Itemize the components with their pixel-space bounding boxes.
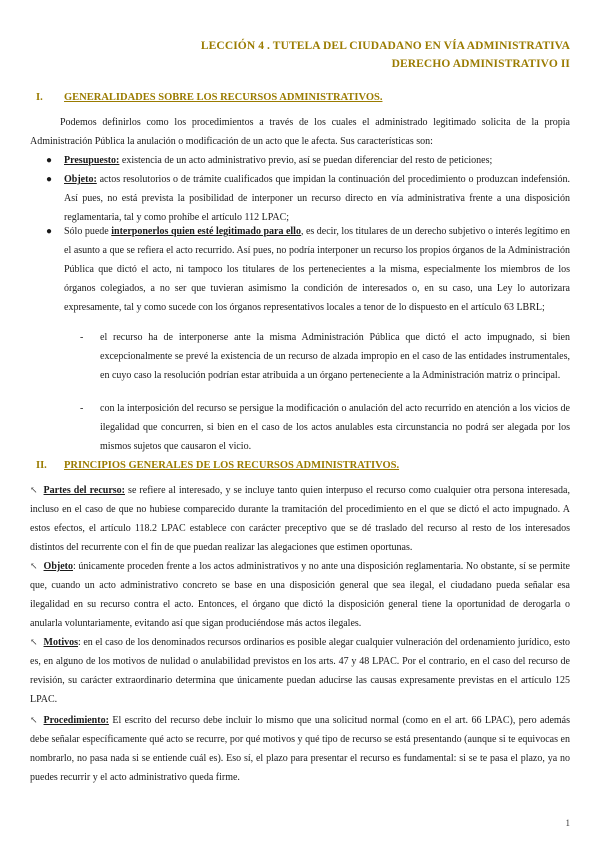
page-number: 1 <box>565 818 570 828</box>
principle-text: El escrito del recurso debe incluir lo mismo que una solicitud normal (como en el art. 66 LPAC), pero además debe señalar específicamente qué acto se recurre, por qué motivos y qué tipo de recurso se está presentando (aunque si te equivocas en nombrarlo, no pasa nada si se entiende cuál es). Eso sí, el plazo para presentar el recurso es fundamental: si se te pasa el plazo, ya no puedes recurrir y el acto administrativo queda firme. <box>30 715 570 783</box>
dash-icon: - <box>80 403 84 414</box>
section-title: GENERALIDADES SOBRE LOS RECURSOS ADMINISTRATIVOS. <box>64 92 383 103</box>
bullet-icon: ● <box>46 174 53 185</box>
principle-paragraph <box>30 557 570 633</box>
item-label: interponerlos quien esté legitimado para ello <box>111 226 301 237</box>
principle-label: Objeto <box>43 561 73 572</box>
principle-label: Partes del recurso: <box>43 485 125 496</box>
principle-paragraph <box>30 633 570 709</box>
item-prefix: Sólo puede <box>64 226 112 237</box>
arrow-icon: ↖ <box>30 485 38 495</box>
principle-text: : en el caso de los denominados recursos ordinarios es posible alegar cualquier vulneración del ordenamiento jurídico, esto es, en alguno de los motivos de nulidad o anulabilidad previstos en los arts. 47 y 48 LPAC. Por el contrario, en el caso del recurso de revisión, su carácter extraordinario determina que únicamente puedan aducirse las causas expresamente previstas en el artículo 125 LPAC. <box>30 637 570 705</box>
sub-item-text: el recurso ha de interponerse ante la misma Administración Pública que dictó el acto impugnado, si bien excepcionalmente se prevé la existencia de un recurso de alzada impropio en el caso de las entidades instrumentales, en cuyo caso la resolución podrían estar atribuida a un órgano perteneciente a la Administración matriz o principal. <box>100 332 570 381</box>
section-heading-1 <box>36 92 382 103</box>
dash-icon: - <box>80 332 84 343</box>
section-title: PRINCIPIOS GENERALES DE LOS RECURSOS ADMINISTRATIVOS. <box>64 460 400 471</box>
section-heading-2 <box>36 460 399 471</box>
item-text: , es decir, los titulares de un derecho subjetivo o interés legítimo en el asunto a que se refiera el acto recurrido. Así pues, no podría interponer un recurso los propios órganos de la Administración Pública que dictó el acto, ni tampoco los titulares de los pertenecientes a la misma, especialmente los miembros de los órganos colegiados, a no ser que tuvieran asimismo la condición de interesados o, en su caso, una Ley lo autorizara expresamente, tal y como sucede con los órganos representativos locales a tenor de lo dispuesto en el artículo 63 LBRL; <box>64 226 570 313</box>
item-text: actos resolutorios o de trámite cualificados que impidan la continuación del procedimiento o produzcan indefensión. Así pues, no está prevista la posibilidad de interponer un recurso directo en vía administrativa frente a una disposición reglamentaria, tal y como prohíbe el artículo 112 LPAC; <box>64 174 570 223</box>
arrow-icon: ↖ <box>30 715 38 725</box>
list-item <box>46 222 570 317</box>
lesson-title: LECCIÓN 4 . TUTELA DEL CIUDADANO EN VÍA ADMINISTRATIVA <box>200 40 570 52</box>
arrow-icon: ↖ <box>30 637 38 647</box>
principle-paragraph <box>30 481 570 557</box>
arrow-icon: ↖ <box>30 561 38 571</box>
principle-label: Procedimiento: <box>43 715 109 726</box>
principle-text: se refiere al interesado, y se incluye tanto quien interpuso el recurso como cualquier otra persona interesada, incluso en el caso de que no hubiese comparecido durante la tramitación del procedimiento en el que se dictó el acto impugnado. A estos efectos, el artículo 118.2 LPAC establece con carácter preceptivo que se dé traslado del recurso al resto de los interesados distintos del recurrente con el fin de que puedan realizar las alegaciones que estimen oportunas. <box>30 485 570 553</box>
list-item <box>46 170 570 227</box>
item-text: existencia de un acto administrativo previo, así se puedan diferenciar del resto de peticiones; <box>119 155 493 166</box>
intro-paragraph: Podemos definirlos como los procedimientos a través de los cuales el administrado legitimado solicita de la propia Administración Pública la anulación o modificación de un acto que le afecta. Sus características son: <box>30 117 570 147</box>
principle-paragraph <box>30 711 570 787</box>
sub-list-item <box>80 328 570 385</box>
sub-list-item <box>80 399 570 456</box>
item-label: Objeto: <box>64 174 97 185</box>
section-number: I. <box>36 92 43 103</box>
section-number: II. <box>36 460 47 471</box>
item-label: Presupuesto: <box>64 155 120 166</box>
bullet-icon: ● <box>46 155 53 166</box>
principle-label: Motivos <box>43 637 78 648</box>
course-title: DERECHO ADMINISTRATIVO II <box>391 58 570 70</box>
bullet-icon: ● <box>46 226 53 237</box>
principle-text: : únicamente proceden frente a los actos administrativos y no ante una disposición reglamentaria. No obstante, sí se permite que, cuando un acto administrativo concreto se base en una disposición general que sea ilegal, el ciudadano pueda señalar esa ilegalidad en su recurso contra el acto. Entonces, el órgano que dictó la disposición general tiene la oportunidad de derogarla o anularla voluntariamente, evitando así que sigan produciéndose más actos ilegales. <box>30 561 570 629</box>
sub-item-text: con la interposición del recurso se persigue la modificación o anulación del acto recurrido en atención a los vicios de ilegalidad que concurren, si bien en el caso de los actos anulables esta circunstancia no podrá ser alegada por los mismos sujetos que causaron el vicio. <box>100 403 570 452</box>
list-item <box>46 151 570 170</box>
